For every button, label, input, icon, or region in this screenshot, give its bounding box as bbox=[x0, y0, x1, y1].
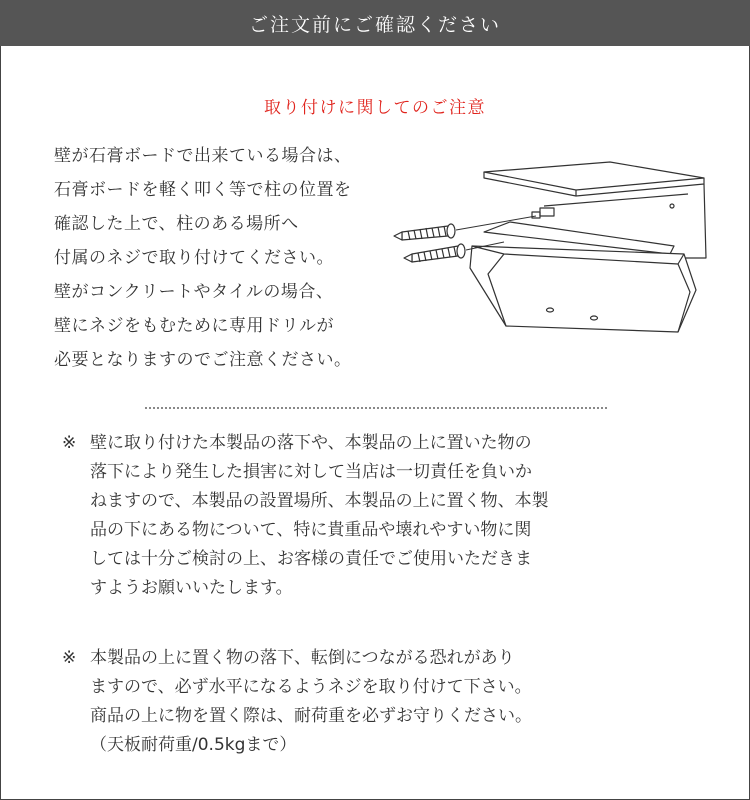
intro-line: 壁にネジをもむために専用ドリルが bbox=[54, 316, 334, 336]
note-line: 本製品の上に置く物の落下、転倒につながる恐れがあり bbox=[90, 648, 515, 668]
intro-line: 壁が石膏ボードで出来ている場合は、 bbox=[54, 146, 352, 166]
wall-mount-shelf-illustration-icon bbox=[388, 150, 718, 350]
note-line: ねますので、本製品の設置場所、本製品の上に置く物、本製 bbox=[90, 491, 549, 511]
note-mark: ※ bbox=[62, 433, 77, 453]
note-line: （天板耐荷重/0.5kgまで） bbox=[90, 735, 297, 755]
note-line: 落下により発生した損害に対して当店は一切責任を負いか bbox=[90, 462, 532, 482]
note-line: すようお願いいたします。 bbox=[90, 578, 293, 598]
intro-line: 必要となりますのでご注意ください。 bbox=[54, 350, 352, 370]
intro-line: 確認した上で、柱のある場所へ bbox=[54, 214, 299, 234]
note-line: しては十分ご検討の上、お客様の責任でご使用いただきま bbox=[90, 549, 532, 569]
intro-line: 付属のネジで取り付けてください。 bbox=[54, 248, 334, 268]
note-line: 商品の上に物を置く際は、耐荷重を必ずお守りください。 bbox=[90, 706, 532, 726]
dotted-divider bbox=[145, 407, 607, 409]
header-bar bbox=[0, 0, 750, 46]
note-line: 壁に取り付けた本製品の落下や、本製品の上に置いた物の bbox=[90, 433, 532, 453]
note-line: ますので、必ず水平になるようネジを取り付けて下さい。 bbox=[90, 677, 532, 697]
intro-line: 壁がコンクリートやタイルの場合、 bbox=[54, 282, 334, 302]
caution-note bbox=[62, 644, 712, 760]
caution-note bbox=[62, 429, 712, 603]
note-mark: ※ bbox=[62, 648, 77, 668]
intro-line: 石膏ボードを軽く叩く等で柱の位置を bbox=[54, 180, 352, 200]
header-title: ご注文前にご確認ください bbox=[248, 13, 501, 36]
section-title: 取り付けに関してのご注意 bbox=[264, 98, 486, 118]
note-line: 品の下にある物について、特に貴重品や壊れやすい物に関 bbox=[90, 520, 532, 540]
